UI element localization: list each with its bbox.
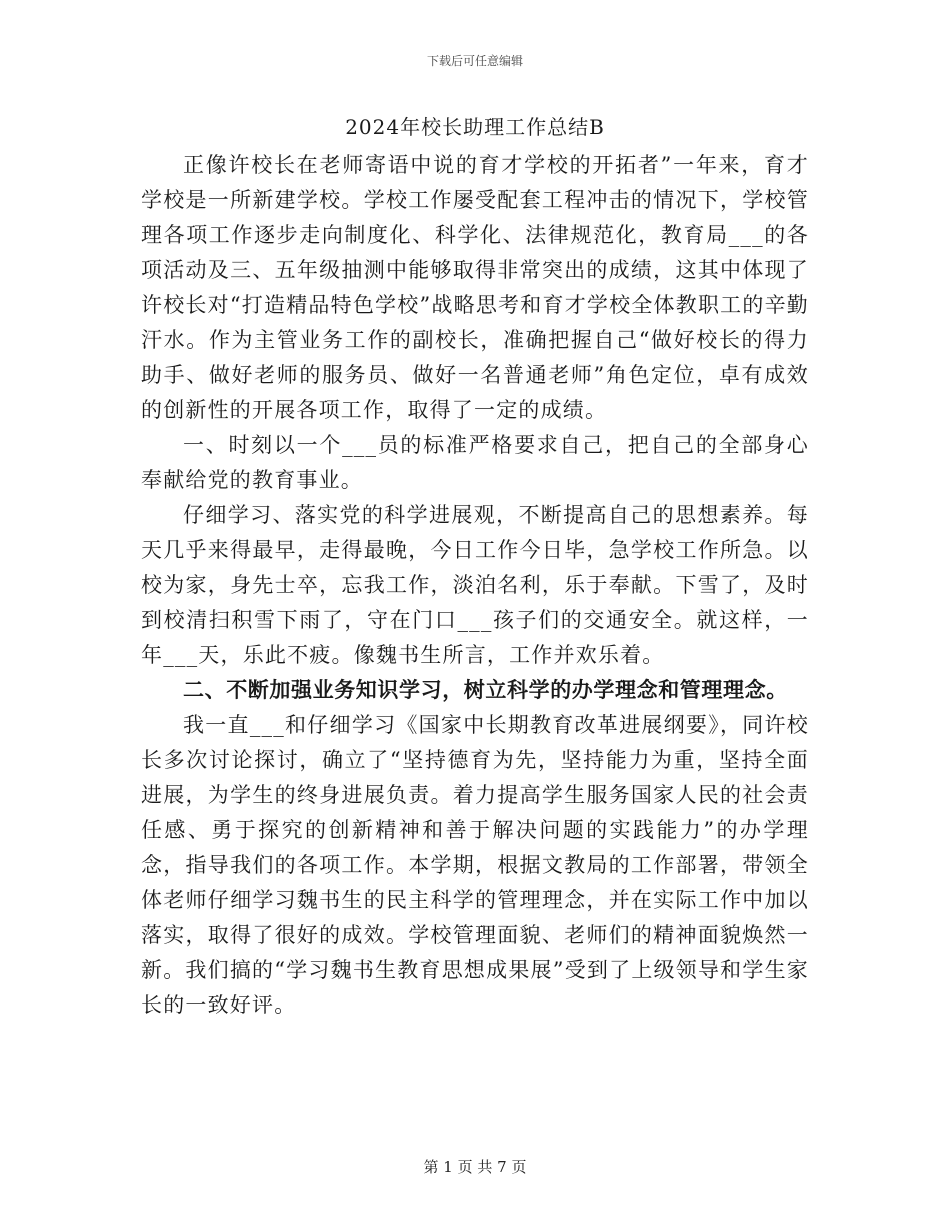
document-title: 2024年校长助理工作总结B — [345, 115, 605, 139]
paragraph-section-2: 我一直___和仔细学习《国家中长期教育改革进展纲要》，同许校长多次讨论探讨，确立了“坚持德育为先，坚持能力为重，坚持全面进展，为学生的终身进展负责。着力提高学生服务国家人民的社会责任感、勇于探究的创新精神和善于解决问题的实践能力”的办学理念，指导我们的各项工作。本学期，根据文教局的工作部署，带领全体老师仔细学习魏书生的民主科学的管理理念，并在实际工作中加以落实，取得了很好的成效。学校管理面貌、老师们的精神面貌焕然一新。我们搞的“学习魏书生教育思想成果展”受到了上级领导和学生家长的一致好评。 — [141, 713, 809, 1017]
paragraph-intro: 正像许校长在老师寄语中说的育才学校的开拓者”一年来，育才学校是一所新建学校。学校工作屡受配套工程冲击的情况下，学校管理各项工作逐步走向制度化、科学化、法律规范化，教育局___的各项活动及三、五年级抽测中能够取得非常突出的成绩，这其中体现了许校长对“打造精品特色学校”战略思考和育才学校全体教职工的辛勤汗水。作为主管业务工作的副校长，准确把握自己“做好校长的得力助手、做好老师的服务员、做好一名普通老师”角色定位，卓有成效的创新性的开展各项工作，取得了一定的成绩。 — [141, 153, 809, 422]
page-header-note: 下载后可任意编辑 — [426, 54, 523, 68]
paragraph-section-1: 仔细学习、落实党的科学进展观，不断提高自己的思想素养。每天几乎来得最早，走得最晚，今日工作今日毕，急学校工作所急。以校为家，身先士卒，忘我工作，淡泊名利，乐于奉献。下雪了，及时到校清扫积雪下雨了，守在门口___孩子们的交通安全。就这样，一年___天，乐此不疲。像魏书生所言，工作并欢乐着。 — [141, 503, 809, 667]
section-heading-2: 二、不断加强业务知识学习，树立科学的办学理念和管理理念。 — [183, 678, 788, 702]
page-number-footer: 第 1 页 共 7 页 — [423, 1158, 527, 1176]
document-body — [141, 110, 809, 1023]
section-heading-1: 一、时刻以一个___员的标准严格要求自己，把自己的全部身心奉献给党的教育事业。 — [141, 433, 809, 492]
